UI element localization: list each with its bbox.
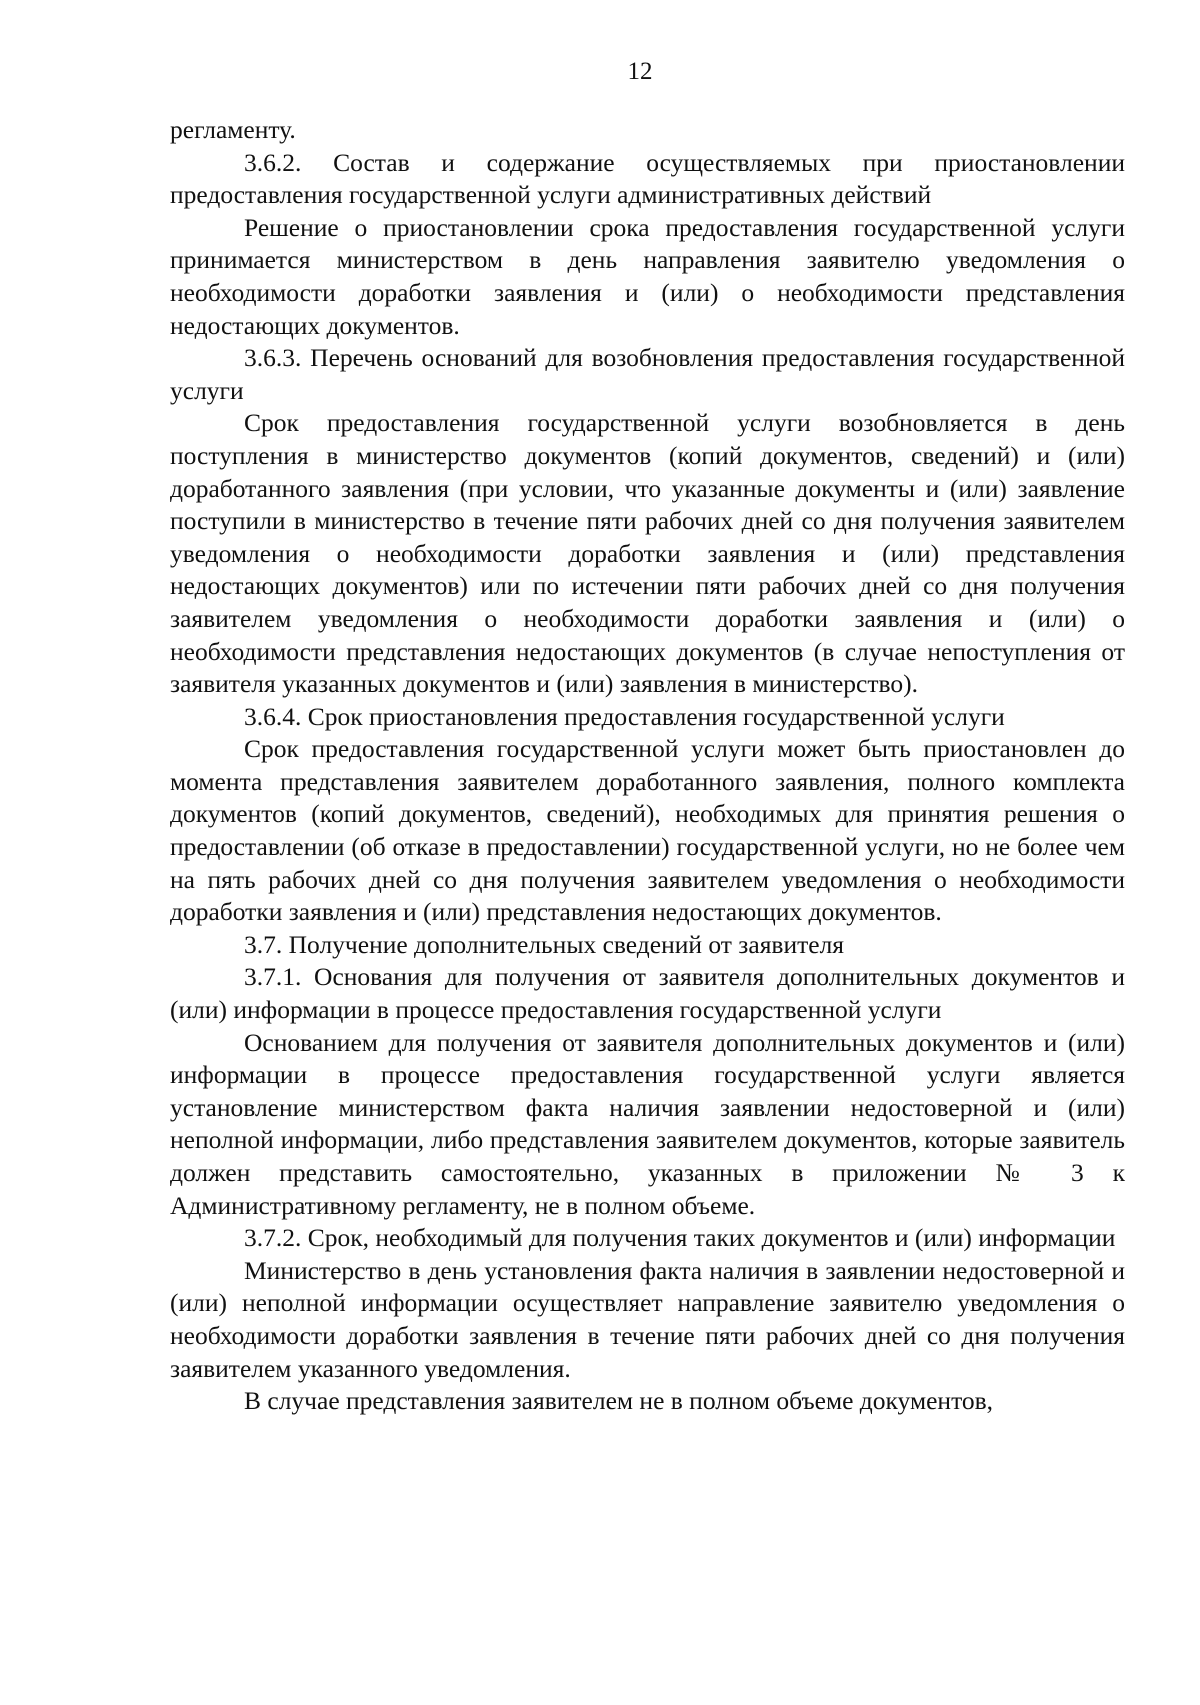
paragraph: Срок предоставления государственной услуги возобновляется в день поступления в министерство документов (копий документов, сведений) и (или) доработанного заявления (при условии, что указанные документы и (или) заявление поступили в министерство в течение пяти рабочих дней со дня получения заявителем уведомления о необходимости доработки заявления и (или) представления недостающих документов) или по истечении пяти рабочих дней со дня получения заявителем уведомления о необходимости доработки заявления и (или) о необходимости представления недостающих документов (в случае непоступления от заявителя указанных документов и (или) заявления в министерство). [170,408,1125,699]
page-number: 12 [627,58,653,85]
paragraph: В случае представления заявителем не в полном объеме документов, [244,1386,994,1416]
heading-3-6-3: 3.6.3. Перечень оснований для возобновления предоставления государственной услуги [170,343,1125,405]
heading-3-6-4: 3.6.4. Срок приостановления предоставления государственной услуги [244,701,1005,731]
paragraph: Решение о приостановлении срока предоставления государственной услуги принимается министерством в день направления заявителю уведомления о необходимости доработки заявления и (или) о необходимости представления недостающих документов. [170,212,1125,340]
heading-3-7: 3.7. Получение дополнительных сведений от заявителя [244,929,845,959]
paragraph: Министерство в день установления факта наличия в заявлении недостоверной и (или) неполной информации осуществляет направление заявителю уведомления о необходимости доработки заявления в течение пяти рабочих дней со дня получения заявителем указанного уведомления. [170,1255,1125,1383]
heading-3-6-2: 3.6.2. Состав и содержание осуществляемых при приостановлении предоставления государственной услуги административных действий [170,147,1125,210]
paragraph: Срок предоставления государственной услуги может быть приостановлен до момента представления заявителем доработанного заявления, полного комплекта документов (копий документов, сведений), необходимых для принятия решения о предоставлении (об отказе в предоставлении) государственной услуги, но не более чем на пять рабочих дней со дня получения заявителем уведомления о необходимости доработки заявления и (или) представления недостающих документов. [170,734,1125,927]
paragraph: Основанием для получения от заявителя дополнительных документов и (или) информации в процессе предоставления государственной услуги является установление министерством факта наличия заявлении недостоверной и (или) неполной информации, либо представления заявителем документов, которые заявитель должен представить самостоятельно, указанных в приложении № 3 к Административному регламенту, не в полном объеме. [170,1027,1125,1220]
document-body [170,114,1125,1418]
heading-3-7-1: 3.7.1. Основания для получения от заявителя дополнительных документов и (или) информации в процессе предоставления государственной услуги [170,962,1125,1025]
paragraph-continuation: регламенту. [170,115,296,144]
heading-3-7-2: 3.7.2. Срок, необходимый для получения таких документов и (или) информации [244,1223,1116,1253]
